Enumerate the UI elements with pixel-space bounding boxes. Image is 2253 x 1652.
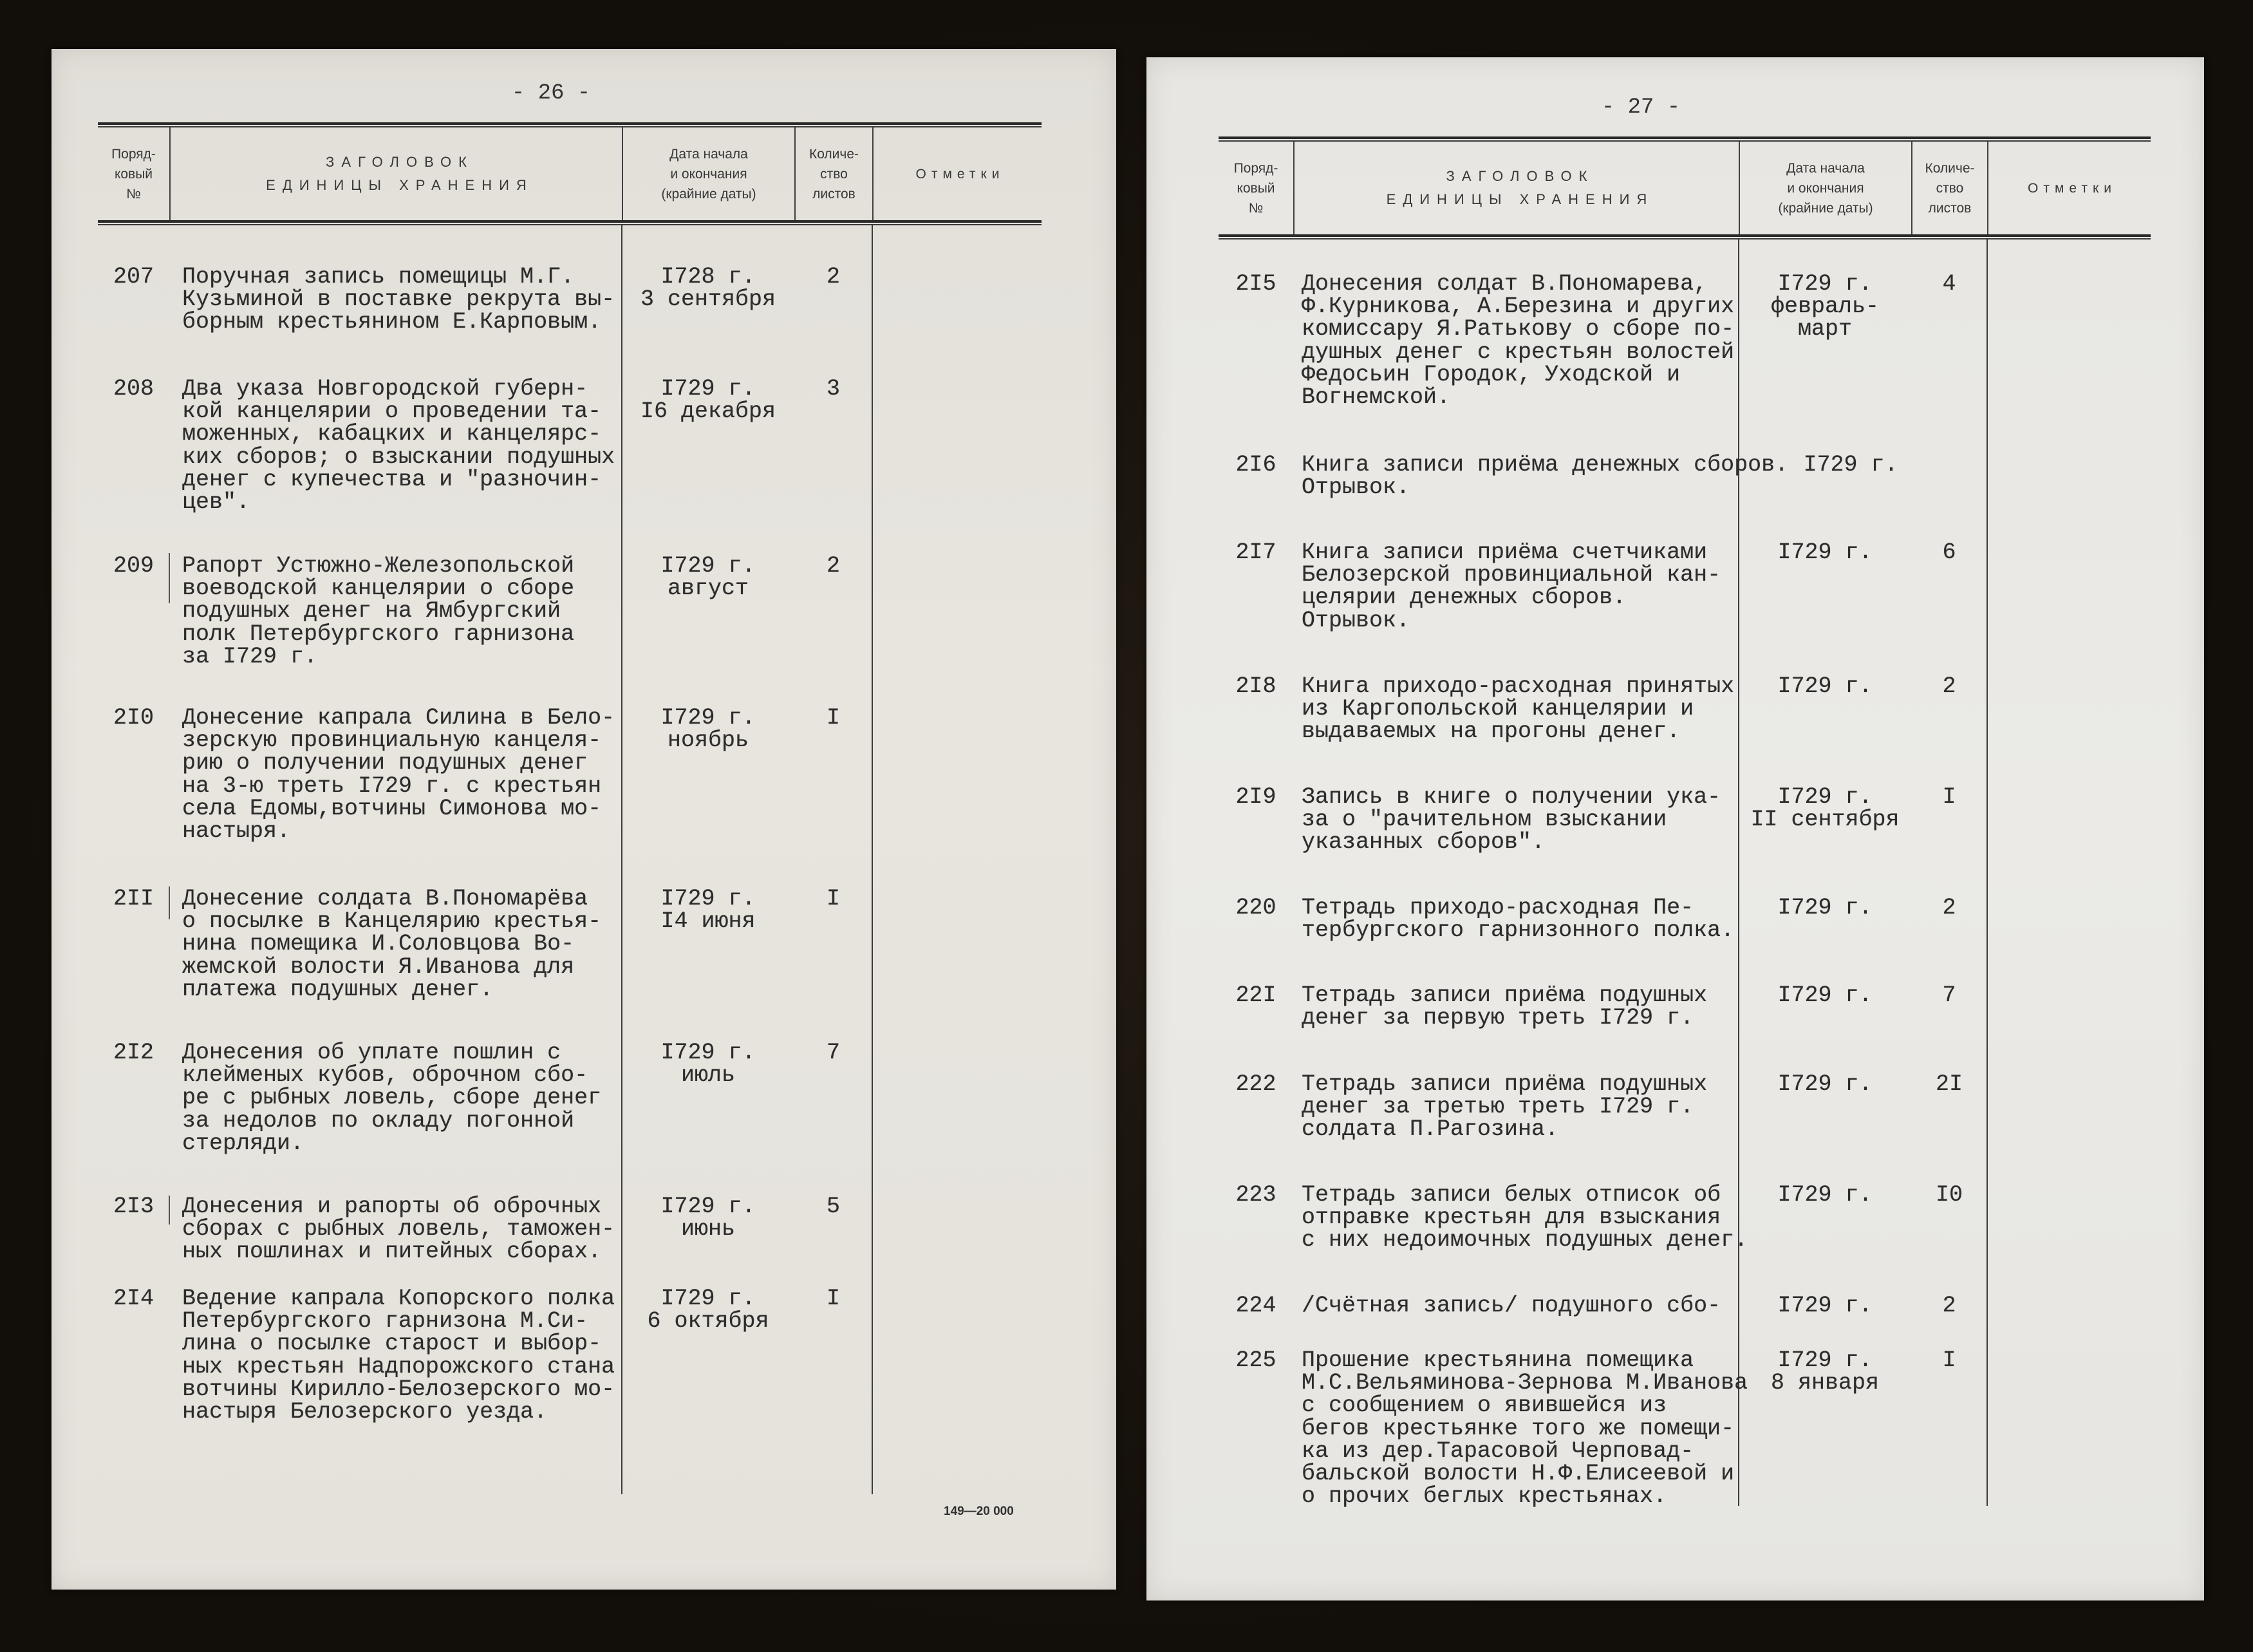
row-title-line: Тетрадь приходо-расходная Пе-: [1302, 895, 1694, 921]
row-number: 2II: [113, 886, 154, 912]
column-header-line: Отметки: [2028, 180, 2117, 196]
row-title-line: Отрывок.: [1302, 474, 1410, 501]
row-title-line: настыря Белозерского уезда.: [182, 1399, 548, 1425]
row-title-line: Федосьин Городок, Уходской и: [1302, 361, 1681, 388]
row-title: [1302, 1184, 1748, 1252]
row-dates: [622, 1196, 794, 1241]
row-sheet-count: 2: [1942, 1293, 1956, 1319]
row-date-line: II сентября: [1750, 807, 1900, 833]
row-dates: [1739, 984, 1911, 1007]
row-title-line: настыря.: [182, 818, 291, 845]
row-title-line: Рапорт Устюжно-Железопольской: [182, 553, 575, 579]
row-sheet-count: 2: [1942, 895, 1956, 921]
column-header-line: (крайние даты): [661, 186, 756, 202]
row-date-line: I729 г.: [660, 1194, 756, 1219]
row-title-line: Ф.Курникова, А.Березина и других: [1302, 294, 1735, 320]
row-title-line: за недолов по окладу погонной: [182, 1107, 575, 1134]
row-title-line: Отрывок.: [1302, 607, 1410, 634]
row-title-line: душных денег с крестьян волостей: [1302, 339, 1735, 365]
row-dates: [622, 707, 794, 752]
row-title-line: выдаваемых на прогоны денег.: [1302, 718, 1681, 745]
row-title-line: стерляди.: [182, 1130, 304, 1156]
row-title-line: за I729 г.: [182, 643, 318, 670]
row-title-line: жемской волости Я.Иванова для: [182, 953, 575, 980]
row-title-line: вотчины Кирилло-Белозерского мо-: [182, 1376, 615, 1402]
column-header-line: Поряд-: [111, 146, 156, 162]
row-title-line: Тетрадь записи белых отписок об: [1302, 1182, 1721, 1208]
row-sheet-count: I: [826, 886, 840, 912]
row-title: [1302, 541, 1721, 632]
row-number: 207: [113, 264, 154, 290]
row-title: [1302, 1295, 1721, 1317]
row-number: 2I2: [113, 1040, 154, 1065]
row-title-line: ных крестьян Надпорожского стана: [182, 1353, 615, 1380]
row-sheet-count: I: [1942, 784, 1956, 810]
column-header-line: Отметки: [915, 166, 1005, 182]
row-title-line: денег с купечества и "разночин-: [182, 466, 602, 493]
row-dates: [1739, 541, 1911, 564]
column-header-line: (крайние даты): [1778, 200, 1873, 216]
row-date-line: I6 декабря: [640, 399, 776, 425]
row-number: 224: [1235, 1293, 1276, 1319]
row-sheet-count: 4: [1942, 271, 1956, 297]
column-header-line: ковый: [114, 166, 153, 182]
row-title-line: воеводской канцелярии о сборе: [182, 576, 575, 602]
column-header-line: ство: [820, 166, 848, 182]
row-title-line: с сообщением о явившейся из: [1302, 1393, 1667, 1419]
row-title-line: цев".: [182, 489, 250, 516]
row-title: [1302, 454, 1788, 499]
row-title-line: Донесения об уплате пошлин с: [182, 1040, 561, 1065]
column-header-line: ство: [1936, 180, 1964, 196]
row-title: [1302, 786, 1721, 854]
row-sheet-count: 7: [826, 1040, 840, 1065]
row-dates: [1739, 273, 1911, 341]
column-header-line: листов: [812, 186, 855, 202]
row-title-line: бегов крестьянке того же помещи-: [1302, 1415, 1735, 1441]
row-number: 2I3: [113, 1194, 154, 1219]
row-title: [1302, 1349, 1748, 1508]
row-title-line: целярии денежных сборов.: [1302, 585, 1627, 611]
row-dates: [1739, 897, 1911, 919]
row-number: 209: [113, 553, 154, 579]
row-title-line: /Счётная запись/ подушного сбо-: [1302, 1293, 1721, 1319]
row-title: [182, 1196, 615, 1264]
row-title: [182, 888, 601, 1001]
column-header-line: Количе-: [1925, 160, 1975, 176]
row-title-line: Поручная запись помещицы М.Г.: [182, 264, 575, 290]
column-header-line: ЕДИНИЦЫ ХРАНЕНИЯ: [266, 177, 534, 193]
inventory-table: [98, 122, 1042, 1494]
row-date-line: I729 г.: [660, 376, 756, 402]
row-number: 208: [113, 376, 154, 402]
row-number: 2I5: [1235, 271, 1276, 297]
row-title-line: Книга приходо-расходная принятых: [1302, 673, 1735, 699]
row-title-line: ка из дер.Тарасовой Черповад-: [1302, 1438, 1694, 1464]
row-title-line: денег за третью треть I729 г.: [1302, 1094, 1694, 1120]
row-title-line: ких сборов; о взыскании подушных: [182, 444, 615, 470]
row-title-line: Книга записи приёма счетчиками: [1302, 540, 1708, 565]
row-title-line: на 3-ю треть I729 г. с крестьян: [182, 773, 602, 799]
row-title: [1302, 1073, 1707, 1141]
column-header-line: ковый: [1237, 180, 1275, 196]
row-number: 2I0: [113, 705, 154, 731]
row-title-line: рию о получении подушных денег: [182, 750, 588, 776]
column-header-line: и окончания: [670, 166, 747, 182]
row-title: [182, 266, 615, 334]
row-sheet-count: I0: [1935, 1182, 1963, 1208]
row-title-line: бальской волости Н.Ф.Елисеевой и: [1302, 1461, 1735, 1487]
row-date-line: август: [667, 576, 749, 602]
row-title-line: подушных денег на Ямбургский: [182, 598, 561, 624]
column-header-line: Дата начала: [1786, 160, 1865, 176]
row-title: [182, 1288, 615, 1423]
row-title-line: платежа подушных денег.: [182, 976, 494, 1002]
row-title-line: ре с рыбных ловель, сборе денег: [182, 1085, 602, 1111]
row-title-line: Донесения и рапорты об оброчных: [182, 1194, 602, 1219]
row-date-line: июль: [680, 1062, 735, 1089]
row-title-line: ных пошлинах и питейных сборах.: [182, 1239, 602, 1265]
row-title-line: полк Петербургского гарнизона: [182, 621, 575, 647]
row-title-line: денег за первую треть I729 г.: [1302, 1005, 1694, 1031]
row-date-line: I729 г.: [660, 553, 756, 579]
row-date-line: март: [1797, 316, 1852, 343]
column-header-line: и окончания: [1787, 180, 1864, 196]
row-date-line: I729 г.: [660, 886, 756, 912]
archive-page-left: [51, 49, 1116, 1590]
column-header-line: ЗАГОЛОВОК: [326, 154, 474, 170]
row-title-line: Тетрадь записи приёма подушных: [1302, 982, 1708, 1008]
row-dates: [1739, 1184, 1911, 1206]
row-title-line: Тетрадь записи приёма подушных: [1302, 1071, 1708, 1097]
row-date-line: февраль-: [1770, 294, 1880, 320]
row-date-line: I729 г.: [1777, 271, 1873, 297]
row-title: [1302, 897, 1734, 942]
row-title: [182, 1042, 601, 1155]
row-title-line: села Едомы,вотчины Симонова мо-: [182, 795, 602, 821]
row-title-line: борным крестьянином Е.Карповым.: [182, 309, 602, 335]
row-date-line: июнь: [680, 1216, 735, 1243]
row-sheet-count: 5: [826, 1194, 840, 1219]
page-number: - 27 -: [1601, 95, 1681, 120]
row-dates: [1739, 1073, 1911, 1096]
column-header-line: Количе-: [809, 146, 859, 162]
row-title-line: Кузьминой в поставке рекрута вы-: [182, 286, 615, 313]
row-dates: [1739, 1295, 1911, 1317]
row-sheet-count: 2: [826, 553, 840, 579]
row-date-line: I729 г.: [1777, 1293, 1873, 1319]
row-date-line: I729 г.: [660, 1286, 756, 1311]
row-title-line: за о "рачительном взыскании: [1302, 807, 1667, 833]
row-date-line: 8 января: [1770, 1370, 1880, 1396]
row-title-line: указанных сборов".: [1302, 829, 1546, 856]
row-title: [1302, 984, 1707, 1029]
row-title-line: Донесение капрала Силина в Бело-: [182, 705, 615, 731]
row-title-line: Белозерской провинциальной кан-: [1302, 562, 1721, 588]
row-title-line: сборах с рыбных ловель, таможен-: [182, 1216, 615, 1243]
row-title-line: комиссару Я.Ратькову о сборе по-: [1302, 316, 1735, 343]
row-title-line: с них недоимочных подушных денег.: [1302, 1227, 1748, 1253]
row-title-line: Петербургского гарнизона М.Си-: [182, 1308, 588, 1335]
row-title-line: М.С.Вельяминова-Зернова М.Иванова: [1302, 1370, 1748, 1396]
row-title: [1302, 675, 1734, 744]
column-header-line: №: [1248, 200, 1264, 216]
row-dates: [622, 555, 794, 600]
row-number: 225: [1235, 1347, 1276, 1373]
row-number: 223: [1235, 1182, 1276, 1208]
row-number: 220: [1235, 895, 1276, 921]
row-dates: [622, 1042, 794, 1087]
print-run-mark: 149—20 000: [944, 1505, 1014, 1518]
row-title-line: нина помещика И.Соловцова Во-: [182, 931, 575, 957]
row-sheet-count: 7: [1942, 982, 1956, 1008]
row-title-line: лина о посылке старост и выбор-: [182, 1331, 602, 1357]
row-title-line: кой канцелярии о проведении та-: [182, 399, 602, 425]
row-title-line: моженных, кабацких и канцелярс-: [182, 421, 602, 447]
row-dates: [1739, 675, 1911, 698]
inventory-table-body: [98, 122, 1042, 1494]
column-header-line: Дата начала: [669, 146, 748, 162]
row-number: 2I4: [113, 1286, 154, 1311]
row-sheet-count: 6: [1942, 540, 1956, 565]
column-header-line: листов: [1928, 200, 1972, 216]
row-date-line: 3 сентября: [640, 286, 776, 313]
row-title-line: о прочих беглых крестьянах.: [1302, 1483, 1667, 1510]
row-title-line: Книга записи приёма денежных сборов.: [1302, 452, 1789, 478]
row-title-line: Донесения солдат В.Пономарева,: [1302, 271, 1708, 297]
row-title-line: о посылке в Канцелярию крестья-: [182, 908, 602, 935]
row-date-line: I728 г.: [660, 264, 756, 290]
row-title: [1302, 273, 1734, 409]
row-sheet-count: 2I: [1935, 1071, 1963, 1097]
row-dates: [622, 378, 794, 423]
row-dates: [1739, 786, 1911, 831]
row-dates: [622, 1288, 794, 1333]
row-title-line: солдата П.Рагозина.: [1302, 1116, 1559, 1143]
inventory-table: [1219, 136, 2151, 1510]
row-title-line: тербургского гарнизонного полка.: [1302, 917, 1735, 944]
row-title-line: Запись в книге о получении ука-: [1302, 784, 1721, 810]
row-date-line: I729 г.: [1803, 452, 1898, 478]
row-dates: [622, 266, 794, 311]
row-dates: [1739, 1349, 1911, 1394]
row-date-line: I729 г.: [1777, 1182, 1873, 1208]
row-title-line: отправке крестьян для взыскания: [1302, 1205, 1721, 1231]
row-date-line: I729 г.: [1777, 784, 1873, 810]
row-title-line: из Каргопольской канцелярии и: [1302, 696, 1694, 722]
row-number: 222: [1235, 1071, 1276, 1097]
column-header-line: ЕДИНИЦЫ ХРАНЕНИЯ: [1386, 191, 1654, 207]
row-sheet-count: 2: [1942, 673, 1956, 699]
row-date-line: I729 г.: [1777, 1071, 1873, 1097]
row-number: 2I7: [1235, 540, 1276, 565]
row-title-line: Донесение солдата В.Пономарёва: [182, 886, 588, 912]
row-date-line: I4 июня: [660, 908, 756, 935]
row-dates: [622, 888, 794, 933]
row-title: [182, 707, 615, 843]
row-date-line: I729 г.: [660, 1040, 756, 1065]
row-date-line: I729 г.: [1777, 673, 1873, 699]
row-title-line: Прошение крестьянина помещика: [1302, 1347, 1694, 1373]
row-number: 2I6: [1235, 452, 1276, 478]
row-date-line: ноябрь: [667, 727, 749, 754]
column-header-line: ЗАГОЛОВОК: [1446, 168, 1594, 184]
row-date-line: I729 г.: [1777, 540, 1873, 565]
row-title-line: клейменых кубов, оброчном сбо-: [182, 1062, 588, 1089]
row-date-line: 6 октября: [647, 1308, 769, 1335]
row-title-line: Ведение капрала Копорского полка: [182, 1286, 615, 1311]
column-header-line: №: [126, 186, 141, 202]
row-date-line: I729 г.: [1777, 1347, 1873, 1373]
row-title-line: зерскую провинциальную канцеля-: [182, 727, 602, 754]
row-sheet-count: 2: [826, 264, 840, 290]
row-date-line: I729 г.: [1777, 895, 1873, 921]
row-date-line: I729 г.: [660, 705, 756, 731]
row-sheet-count: I: [826, 1286, 840, 1311]
row-sheet-count: I: [826, 705, 840, 731]
row-title-line: Вогнемской.: [1302, 384, 1451, 411]
column-header-line: Поряд-: [1233, 160, 1278, 176]
row-title: [182, 378, 615, 514]
archive-page-right: [1146, 57, 2204, 1600]
row-title: [182, 555, 574, 668]
row-title-line: Два указа Новгородской губерн-: [182, 376, 588, 402]
row-sheet-count: 3: [826, 376, 840, 402]
row-sheet-count: I: [1942, 1347, 1956, 1373]
row-number: 2I9: [1235, 784, 1276, 810]
row-date-line: I729 г.: [1777, 982, 1873, 1008]
row-dates: [1764, 454, 1937, 476]
inventory-table-body: [1219, 136, 2151, 1510]
row-number: 2I8: [1235, 673, 1276, 699]
row-number: 22I: [1235, 982, 1276, 1008]
page-number: - 26 -: [511, 81, 591, 106]
